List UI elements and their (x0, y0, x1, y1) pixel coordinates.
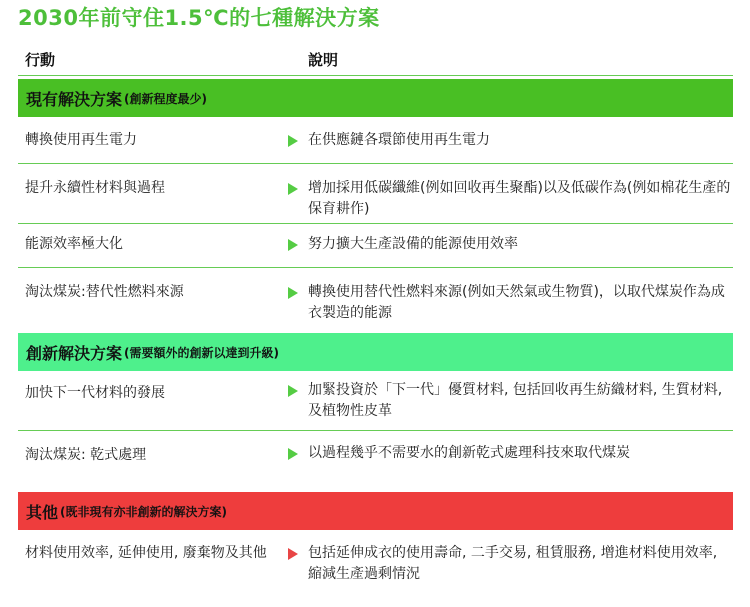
section-band-existing-solutions (18, 79, 733, 117)
section-title: 現有解決方案 (26, 89, 123, 109)
description-cell: 增加採用低碳纖維(例如回收再生聚酯)以及低碳作為(例如棉花生產的保育耕作) (308, 180, 731, 217)
description-cell: 在供應鏈各環節使用再生電力 (308, 132, 490, 148)
triangle-bullet-icon (288, 239, 298, 251)
triangle-bullet-icon (288, 448, 298, 460)
action-cell: 加快下一代材料的發展 (25, 385, 165, 401)
row-divider (18, 267, 733, 268)
description-cell: 加緊投資於「下一代」優質材料, 包括回收再生紡織材料, 生質材料, 及植物性皮革 (308, 382, 723, 419)
section-subtitle: (需要額外的創新以達到升級) (124, 345, 279, 360)
triangle-bullet-icon (288, 385, 298, 397)
row-divider (18, 163, 733, 164)
action-cell: 能源效率極大化 (25, 236, 123, 252)
row-divider (18, 430, 733, 431)
column-header-description: 說明 (308, 51, 339, 69)
page-title: 2030年前守住1.5℃的七種解決方案 (18, 6, 380, 30)
section-title: 創新解決方案 (26, 343, 123, 363)
column-header-action: 行動 (25, 51, 56, 69)
section-band-innovative-solutions (18, 333, 733, 371)
action-cell: 提升永續性材料與過程 (25, 180, 165, 196)
triangle-bullet-icon (288, 135, 298, 147)
action-cell: 淘汰煤炭: 乾式處理 (25, 447, 147, 463)
triangle-bullet-icon (288, 548, 298, 560)
section-title: 其他 (26, 502, 59, 522)
section-subtitle: (既非現有亦非創新的解決方案) (60, 504, 227, 519)
row-divider (18, 223, 733, 224)
action-cell: 轉換使用再生電力 (25, 132, 137, 148)
triangle-bullet-icon (288, 287, 298, 299)
description-cell: 包括延伸成衣的使用壽命, 二手交易, 租賃服務, 增進材料使用效率, 縮減生產過剩情況 (308, 545, 718, 582)
section-subtitle: (創新程度最少) (124, 91, 207, 106)
description-cell: 轉換使用替代性燃料來源(例如天然氣或生物質)，以取代煤炭作為成衣製造的能源 (308, 284, 725, 321)
action-cell: 淘汰煤炭:替代性燃料來源 (25, 284, 184, 300)
header-divider (18, 75, 733, 76)
description-cell: 努力擴大生產設備的能源使用效率 (308, 236, 518, 252)
section-band-other-solutions (18, 492, 733, 530)
triangle-bullet-icon (288, 183, 298, 195)
description-cell: 以過程幾乎不需要水的創新乾式處理科技來取代煤炭 (308, 445, 630, 461)
action-cell: 材料使用效率, 延伸使用, 廢棄物及其他 (25, 545, 267, 561)
